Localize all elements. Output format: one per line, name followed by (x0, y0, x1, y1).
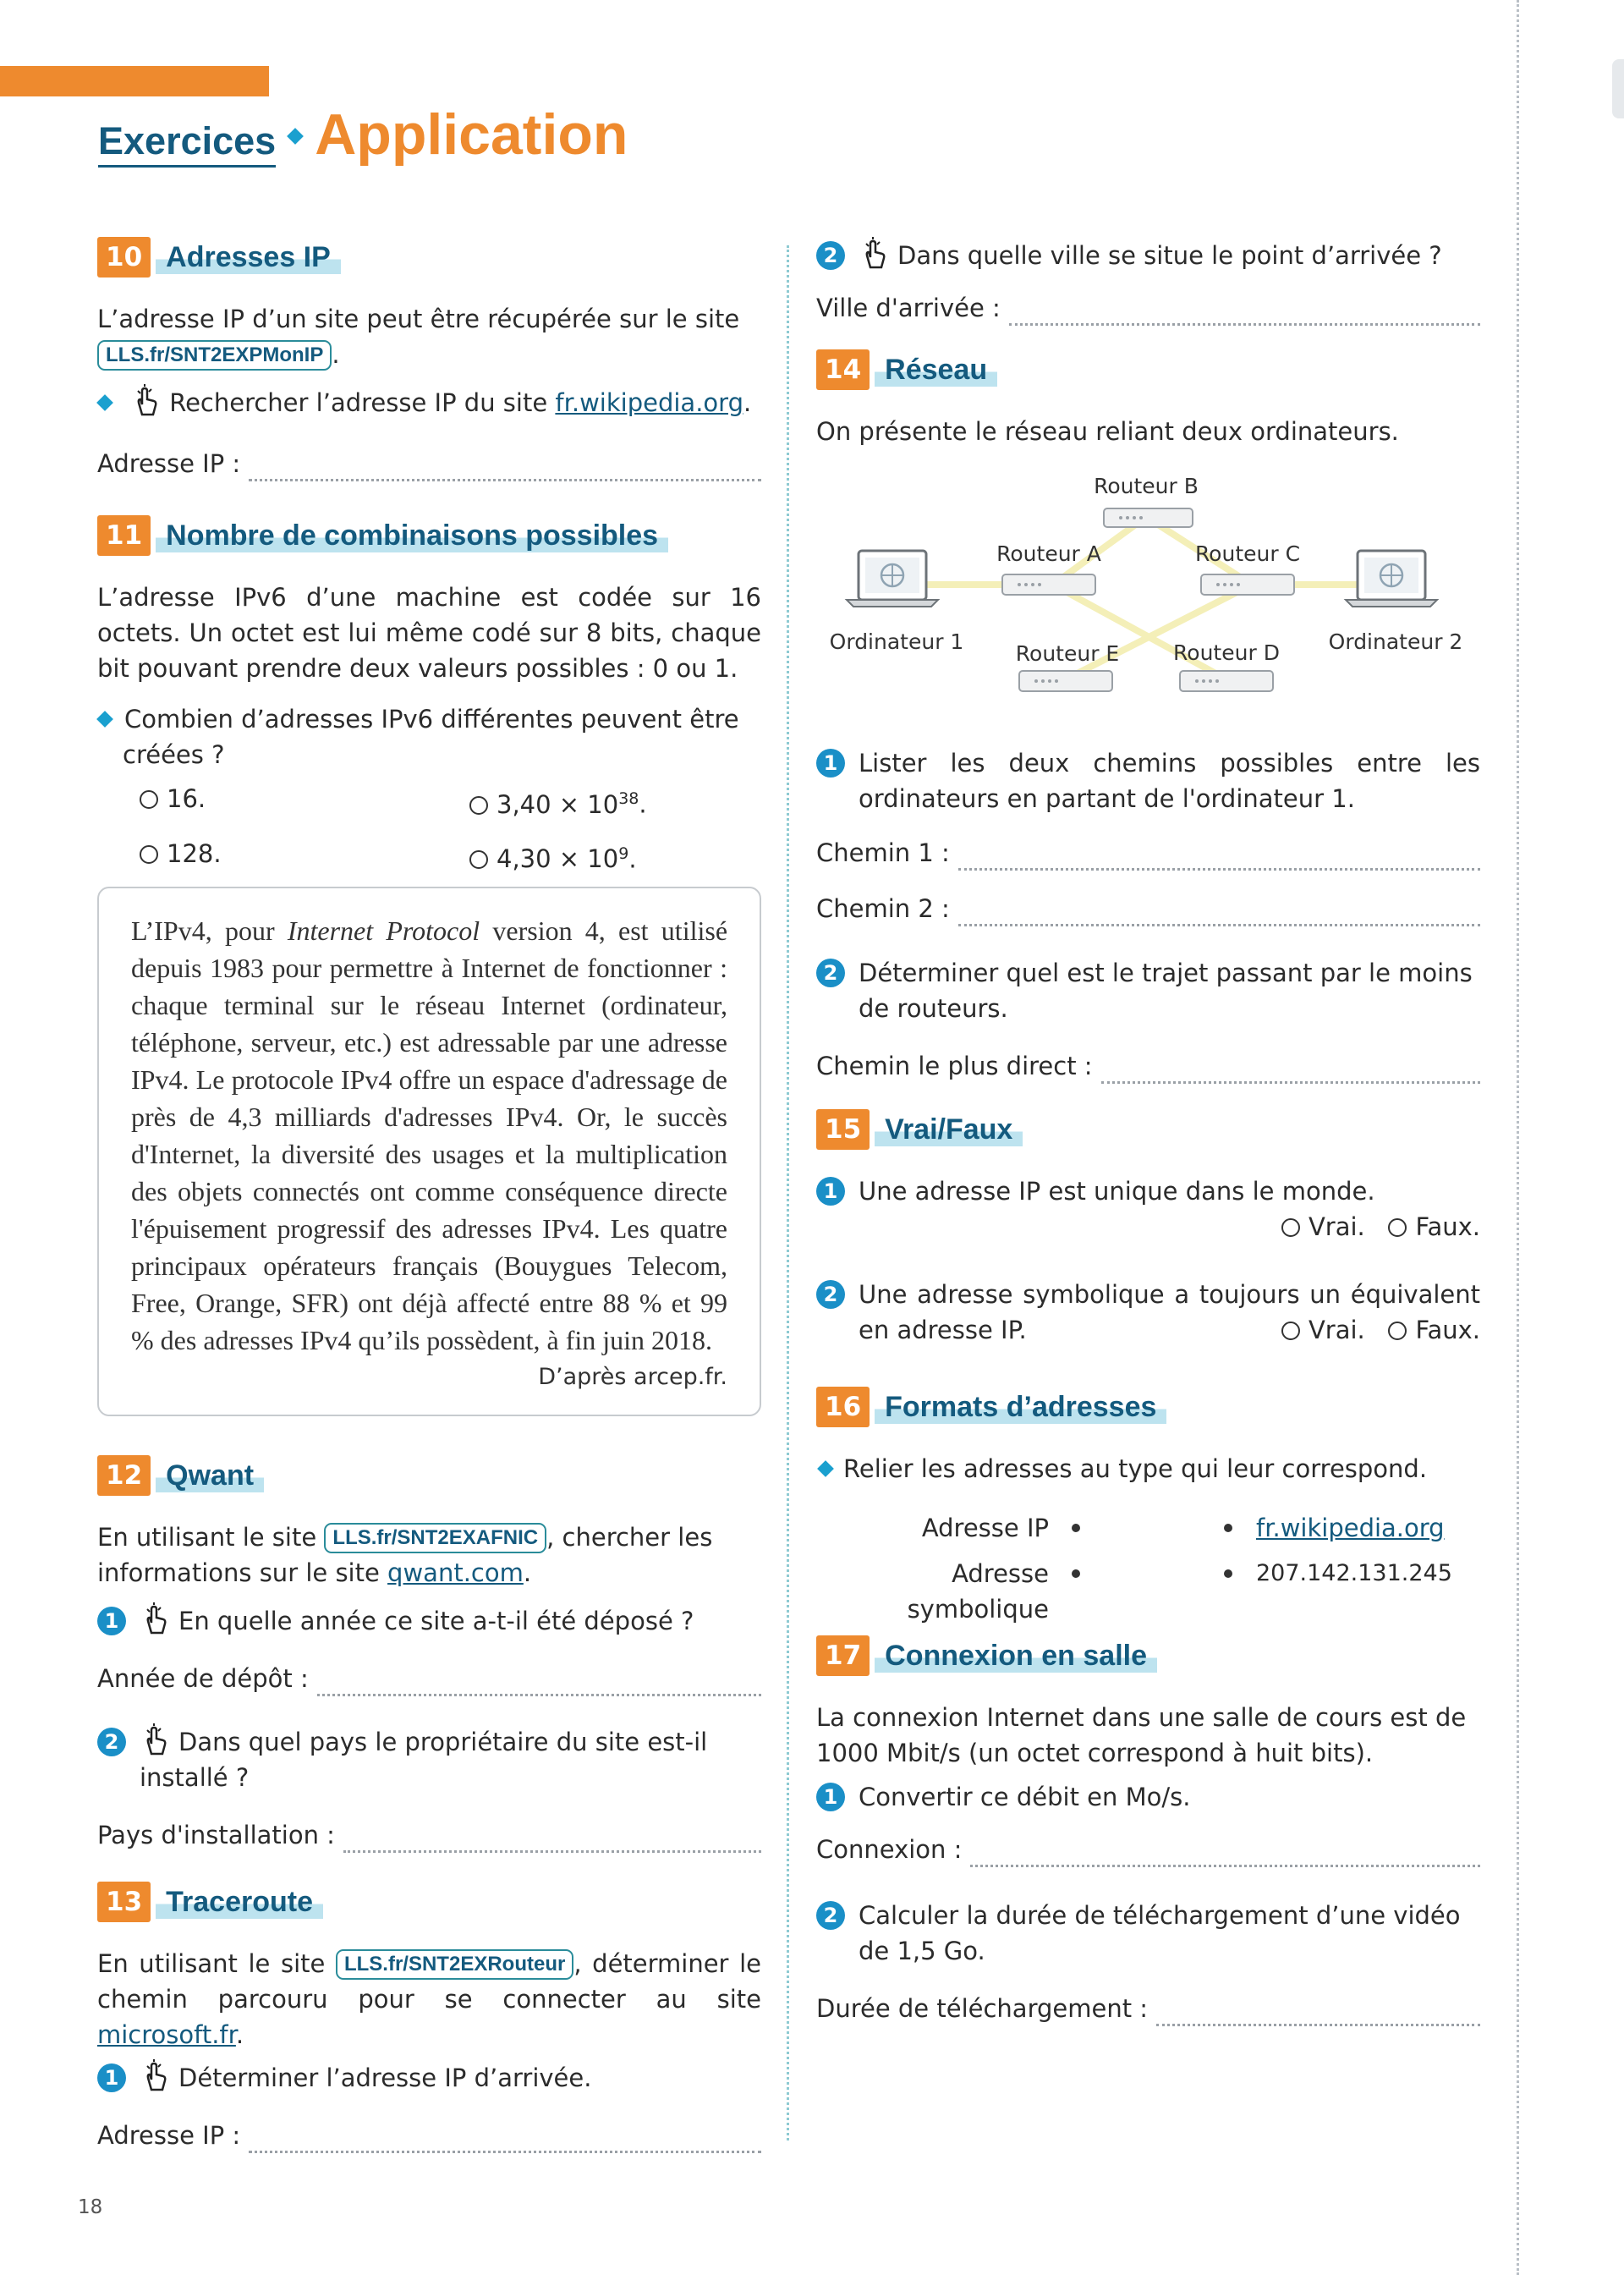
exercise-10-heading (97, 237, 761, 278)
option-label: Faux. (1415, 1316, 1480, 1344)
option-16[interactable] (140, 781, 469, 822)
diamond-bullet-icon (287, 128, 304, 145)
exercise-13-heading (97, 1882, 761, 1922)
answer-field[interactable] (249, 456, 761, 481)
router-e (1019, 671, 1112, 691)
exercise-12-heading (97, 1455, 761, 1496)
ex17-intro: La connexion Internet dans une salle de cours est de 1000 Mbit/s (un octet correspond à huit bits). (816, 1703, 1467, 1767)
ex14-answer-1 (816, 835, 1480, 871)
ex17-q2 (816, 1898, 1480, 1969)
answer-field[interactable] (317, 1671, 761, 1696)
ex16-matching (816, 1500, 1480, 1624)
answer-field[interactable] (970, 1842, 1480, 1867)
ex12-intro: En utilisant le site LLS.fr/SNT2EXAFNIC , chercher les informations sur le site qwant.com. (97, 1523, 713, 1588)
exercise-number: 12 (97, 1455, 151, 1496)
ex13-answer-2 (816, 290, 1480, 326)
ex17-answer-1 (816, 1832, 1480, 1867)
header-bar (0, 66, 269, 96)
question-text: Dans quelle ville se situe le point d’arrivée ? (897, 241, 1442, 270)
answer-label: Connexion : (816, 1835, 963, 1864)
option-faux[interactable] (1388, 1212, 1480, 1241)
right-dot-wikipedia[interactable] (1224, 1524, 1232, 1532)
answer-label: Chemin 1 : (816, 838, 950, 867)
intro-part: , chercher les informations sur le site (97, 1523, 713, 1588)
left-item-symbolic: Adresse symbolique (907, 1559, 1049, 1624)
diamond-bullet-icon (96, 711, 113, 728)
network-diagram (816, 458, 1480, 703)
qwant-link[interactable]: qwant.com (387, 1558, 524, 1588)
ex13-q1 (97, 2059, 761, 2096)
ex15-s1 (816, 1173, 1480, 1209)
option-label: 3,40 × 10 (497, 789, 619, 819)
ex10-link[interactable]: LLS.fr/SNT2EXPMonIP (97, 340, 332, 371)
router-d (1180, 671, 1273, 691)
exercise-14-heading (816, 349, 1480, 390)
statement-text: Une adresse IP est unique dans le monde. (859, 1177, 1375, 1206)
exercise-16-heading (816, 1387, 1480, 1427)
ex12-answer-2 (97, 1817, 761, 1853)
answer-field[interactable] (1156, 2001, 1480, 2026)
page-margin-line (1517, 0, 1519, 2275)
step-2-badge: 2 (816, 1280, 845, 1309)
ex11-options (97, 781, 761, 876)
option-label: Vrai. (1308, 1212, 1365, 1241)
exercise-number: 14 (816, 349, 870, 390)
radio-circle-icon (469, 796, 488, 815)
quote-part: L’IPv4, pour (131, 915, 288, 947)
answer-label: Pays d'installation : (97, 1821, 335, 1850)
right-item-wikipedia[interactable]: fr.wikipedia.org (1256, 1514, 1445, 1542)
task-text: Relier les adresses au type qui leur correspond. (843, 1454, 1428, 1483)
right-dot-ip[interactable] (1224, 1569, 1232, 1578)
intro-part: En utilisant le site (97, 1949, 336, 1979)
radio-circle-icon (1388, 1322, 1407, 1340)
option-label: 128. (167, 838, 222, 868)
step-2-badge: 2 (816, 241, 845, 270)
section-label: Exercices (98, 119, 276, 168)
option-vrai[interactable] (1281, 1316, 1365, 1344)
right-column (816, 237, 1480, 2026)
ex14-q1 (816, 745, 1480, 816)
exercise-title: Traceroute (156, 1886, 323, 1919)
ex14-intro: On présente le réseau reliant deux ordinateurs. (816, 417, 1399, 446)
option-430e9[interactable]: $4,30 \times 10^9$. (469, 836, 637, 877)
option-faux[interactable] (1388, 1316, 1480, 1344)
label-routeur-d: Routeur D (1173, 640, 1280, 665)
ex15-s1-options (816, 1209, 1480, 1245)
answer-field[interactable] (1101, 1058, 1480, 1084)
answer-label: Année de dépôt : (97, 1664, 309, 1694)
answer-field[interactable] (343, 1827, 761, 1853)
label-routeur-a: Routeur A (996, 541, 1101, 566)
exercise-11-heading (97, 515, 761, 556)
step-2-badge: 2 (816, 959, 845, 987)
option-label: 16. (167, 784, 206, 813)
ex10-intro: L’adresse IP d’un site peut être récupérée sur le site LLS.fr/SNT2EXPMonIP . (97, 305, 740, 369)
ex14-answer-2 (816, 891, 1480, 926)
step-1-badge: 1 (97, 2063, 126, 2092)
hand-pointer-icon (140, 2059, 173, 2093)
laptop-icon (1346, 551, 1437, 607)
answer-label: Ville d'arrivée : (816, 294, 1001, 322)
exercise-title: Réseau (875, 354, 997, 387)
answer-label: Chemin le plus direct : (816, 1052, 1093, 1080)
quote-text (131, 912, 727, 1359)
diamond-bullet-icon (817, 1460, 834, 1477)
left-column (97, 237, 761, 2153)
answer-field[interactable] (1009, 300, 1480, 326)
radio-circle-icon (1281, 1322, 1300, 1340)
options-row (140, 781, 761, 822)
radio-circle-icon (1281, 1218, 1300, 1237)
option-vrai[interactable] (1281, 1212, 1365, 1241)
ex10-intro-text: L’adresse IP d’un site peut être récupérée sur le site (97, 305, 740, 333)
exercise-number: 11 (97, 515, 151, 556)
exercise-title: Adresses IP (156, 241, 341, 274)
radio-circle-icon (1388, 1218, 1407, 1237)
ipv4-quote-box (97, 887, 761, 1416)
exercise-number: 17 (816, 1635, 870, 1676)
quote-part: version 4, est utilisé depuis 1983 pour permettre à Internet de fonctionner : chaque terminal sur le réseau Internet (ordinateur, téléphone, serveur, etc.) est adressable par une adresse IPv4. Le protocole IPv4 offre un espace d'adressage de près de 4,3 milliards d'adresses IPv4. Or, le succès d'Internet, la diversité des usages et la multiplication des objets connectés ont comme conséquence directe l'épuisement progressif des adresses IPv4. Les quatre principaux opérateurs français (Bouygues Telecom, Free, Orange, SFR) ont déjà affecté entre 88 % et 99 % des adresses IPv4 qu’ils possèdent, à fin juin 2018. (131, 915, 728, 1356)
ex13-link[interactable]: LLS.fr/SNT2EXRouteur (336, 1949, 573, 1980)
option-340e38[interactable]: $3,40 \times 10^{38}$. (469, 781, 647, 822)
question-text: Dans quel pays le propriétaire du site est-il installé ? (140, 1728, 708, 1793)
ex12-q2 (97, 1723, 761, 1795)
hand-pointer-icon (859, 237, 892, 271)
exponent: 38 (618, 789, 639, 808)
label-routeur-e: Routeur E (1015, 641, 1120, 666)
diamond-bullet-icon (96, 394, 113, 411)
ex14-q2 (816, 955, 1480, 1026)
question-text: Calculer la durée de téléchargement d’une vidéo de 1,5 Go. (859, 1901, 1461, 1965)
quote-source: D’après arcep.fr. (538, 1364, 727, 1391)
question-text: En quelle année ce site a-t-il été déposé ? (178, 1607, 694, 1636)
question-text: Déterminer quel est le trajet passant par le moins de routeurs. (859, 959, 1473, 1023)
radio-circle-icon (140, 790, 158, 809)
option-label: Faux. (1415, 1212, 1480, 1241)
hand-pointer-icon (140, 1723, 173, 1757)
ex10-task: Rechercher l’adresse IP du site fr.wikipedia.org. (97, 384, 761, 420)
column-divider (787, 245, 789, 2140)
answer-field[interactable] (958, 845, 1480, 871)
ex13-q2 (816, 237, 1480, 273)
intro-part: En utilisant le site (97, 1523, 325, 1552)
step-1-badge: 1 (97, 1607, 126, 1635)
exercise-number: 10 (97, 237, 151, 278)
answer-label: Adresse IP : (97, 2121, 241, 2151)
ex13-answer-1 (97, 2118, 761, 2153)
label-routeur-b: Routeur B (1094, 474, 1199, 498)
wikipedia-link[interactable]: fr.wikipedia.org (555, 388, 743, 417)
router-b (1104, 508, 1193, 527)
statement-text: Une adresse symbolique a toujours un équivalent en adresse IP. (859, 1280, 1480, 1344)
exercise-title: Connexion en salle (875, 1640, 1157, 1673)
label-routeur-c: Routeur C (1194, 541, 1301, 566)
hand-pointer-icon (130, 384, 164, 418)
ex10-task-text: Rechercher l’adresse IP du site (169, 388, 556, 417)
answer-field[interactable] (249, 2128, 761, 2153)
radio-circle-icon (469, 850, 488, 869)
exercise-title: Qwant (156, 1459, 264, 1492)
exponent: 9 (618, 844, 629, 863)
exercise-number: 13 (97, 1882, 151, 1922)
left-dot-symbolic[interactable] (1072, 1569, 1080, 1578)
laptop-icon (847, 551, 938, 607)
page-number: 18 (78, 2196, 103, 2218)
ex17-q1 (816, 1779, 1480, 1815)
answer-label: Durée de téléchargement : (816, 1994, 1149, 2023)
ex12-link[interactable]: LLS.fr/SNT2EXAFNIC (324, 1523, 546, 1553)
label-ordinateur-1: Ordinateur 1 (829, 629, 964, 654)
step-1-badge: 1 (816, 1177, 845, 1206)
answer-field[interactable] (958, 901, 1480, 926)
microsoft-link[interactable]: microsoft.fr (97, 2020, 236, 2050)
question-text: Déterminer l’adresse IP d’arrivée. (178, 2063, 592, 2093)
exercise-number: 15 (816, 1109, 870, 1150)
question-text: Convertir ce débit en Mo/s. (859, 1783, 1191, 1811)
page-header (98, 102, 628, 168)
question-text: Lister les deux chemins possibles entre les ordinateurs en partant de l'ordinateur 1. (859, 749, 1480, 813)
ex11-intro: L’adresse IPv6 d’une machine est codée sur 16 octets. Un octet est lui même codé sur 8 bits, chaque bit pouvant prendre deux valeurs possibles : 0 ou 1. (97, 583, 761, 683)
step-2-badge: 2 (816, 1901, 845, 1930)
quote-emphasis: Internet Protocol (287, 915, 480, 947)
ex10-answer (97, 446, 761, 481)
option-label: 4,30 × 10 (497, 844, 619, 874)
answer-label: Chemin 2 : (816, 894, 950, 923)
label-ordinateur-2: Ordinateur 2 (1328, 629, 1463, 654)
ex11-question-text: Combien d’adresses IPv6 différentes peuvent être créées ? (123, 705, 739, 769)
exercise-17-heading (816, 1635, 1480, 1676)
router-a (1002, 574, 1095, 595)
left-dot-ip[interactable] (1072, 1524, 1080, 1532)
ex12-q1 (97, 1602, 761, 1639)
option-128[interactable] (140, 836, 469, 877)
exercise-title: Nombre de combinaisons possibles (156, 519, 668, 552)
intro-part: , déterminer le chemin parcouru pour se connecter au site (97, 1949, 761, 2014)
step-1-badge: 1 (816, 1783, 845, 1811)
page-title: Application (315, 102, 628, 167)
ex13-intro: En utilisant le site LLS.fr/SNT2EXRouteur , déterminer le chemin parcouru pour se connecter au site microsoft.fr. (97, 1949, 761, 2050)
step-2-badge: 2 (97, 1728, 126, 1756)
exercise-number: 16 (816, 1387, 870, 1427)
hand-pointer-icon (140, 1602, 173, 1636)
exercise-title: Formats d’adresses (875, 1391, 1166, 1424)
radio-circle-icon (140, 845, 158, 864)
option-label: Vrai. (1308, 1316, 1365, 1344)
options-row (140, 836, 761, 877)
page-tab (1612, 59, 1624, 118)
ex11-question (97, 701, 761, 772)
ex12-answer-1 (97, 1661, 761, 1696)
answer-label: Adresse IP : (97, 449, 241, 478)
exercise-title: Vrai/Faux (875, 1113, 1023, 1146)
exercise-15-heading (816, 1109, 1480, 1150)
router-c (1201, 574, 1294, 595)
left-item-ip: Adresse IP (921, 1514, 1049, 1542)
step-1-badge: 1 (816, 749, 845, 778)
right-item-ip-number: 207.142.131.245 (1256, 1560, 1452, 1586)
ex17-answer-2 (816, 1991, 1480, 2026)
ex16-task (816, 1451, 1480, 1486)
ex14-answer-3 (816, 1048, 1480, 1084)
